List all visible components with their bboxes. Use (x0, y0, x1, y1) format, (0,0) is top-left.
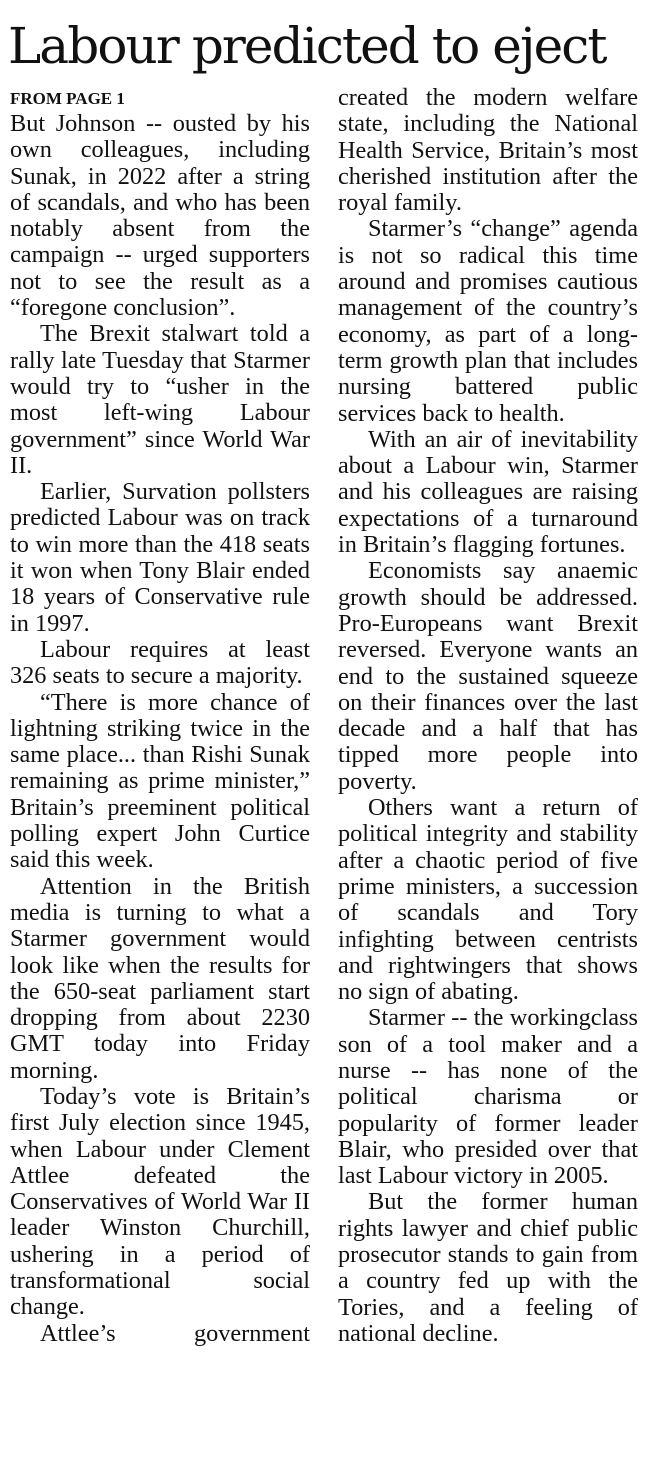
paragraph: Starmer’s “change” agenda is not so radical this time around and promises cautious management of the country’s economy, as part of a long-term growth plan that includes nursing battered public services back to health. (338, 215, 638, 427)
paragraph: Others want a return of political integrity and stability after a chaotic period of five prime ministers, a succession of scandals and Tory infighting between centrists and rightwingers that shows no sign of abating. (338, 794, 638, 1006)
paragraph: Attention in the British media is turning to what a Starmer government would look like when the results for the 650-seat parliament start dropping from about 2230 GMT today into Friday morning. (10, 872, 310, 1084)
article-column-left (10, 111, 310, 1347)
article-column-right (338, 85, 638, 1347)
paragraph: Economists say anaemic growth should be addressed. Pro-Europeans want Brexit reversed. Everyone wants an end to the sustained squeeze on their finances over the last decade and a half that has tipped more people into poverty. (338, 557, 638, 795)
paragraph: Labour requires at least 326 seats to secure a majority. (10, 635, 310, 690)
continuation-label: FROM PAGE 1 (10, 89, 125, 108)
paragraph: But the former human rights lawyer and chief public prosecutor stands to gain from a country fed up with the Tories, and a feeling of national decline. (338, 1188, 638, 1347)
paragraph: Earlier, Survation pollsters predicted Labour was on track to win more than the 418 seats it won when Tony Blair ended 18 years of Conservative rule in 1997. (10, 478, 310, 637)
paragraph: But Johnson -- ousted by his own colleagues, including Sunak, in 2022 after a string of scandals, and who has been notably absent from the campaign -- urged supporters not to see the result as a “foregone conclusion”. (10, 110, 310, 322)
paragraph: “There is more chance of lightning striking twice in the same place... than Rishi Sunak remaining as prime minister,” Britain’s preeminent political polling expert John Curtice said this week. (10, 688, 310, 874)
paragraph: created the modern welfare state, including the National Health Service, Britain’s most cherished institution after the royal family. (338, 84, 638, 217)
paragraph: Attlee’s government (40, 1319, 310, 1347)
paragraph: Starmer -- the workingclass son of a tool maker and a nurse -- has none of the political charisma or popularity of former leader Blair, who presided over that last Labour victory in 2005. (338, 1004, 638, 1190)
paragraph: Today’s vote is Britain’s first July election since 1945, when Labour under Clement Attlee defeated the Conservatives of World War II leader Winston Churchill, ushering in a period of transformational social change. (10, 1082, 310, 1321)
paragraph: With an air of inevitability about a Labour win, Starmer and his colleagues are raising expectations of a turnaround in Britain’s flagging fortunes. (338, 425, 638, 559)
paragraph: The Brexit stalwart told a rally late Tuesday that Starmer would try to “usher in the most left-wing Labour government” since World War II. (10, 320, 310, 479)
headline: Labour predicted to eject (8, 17, 606, 75)
